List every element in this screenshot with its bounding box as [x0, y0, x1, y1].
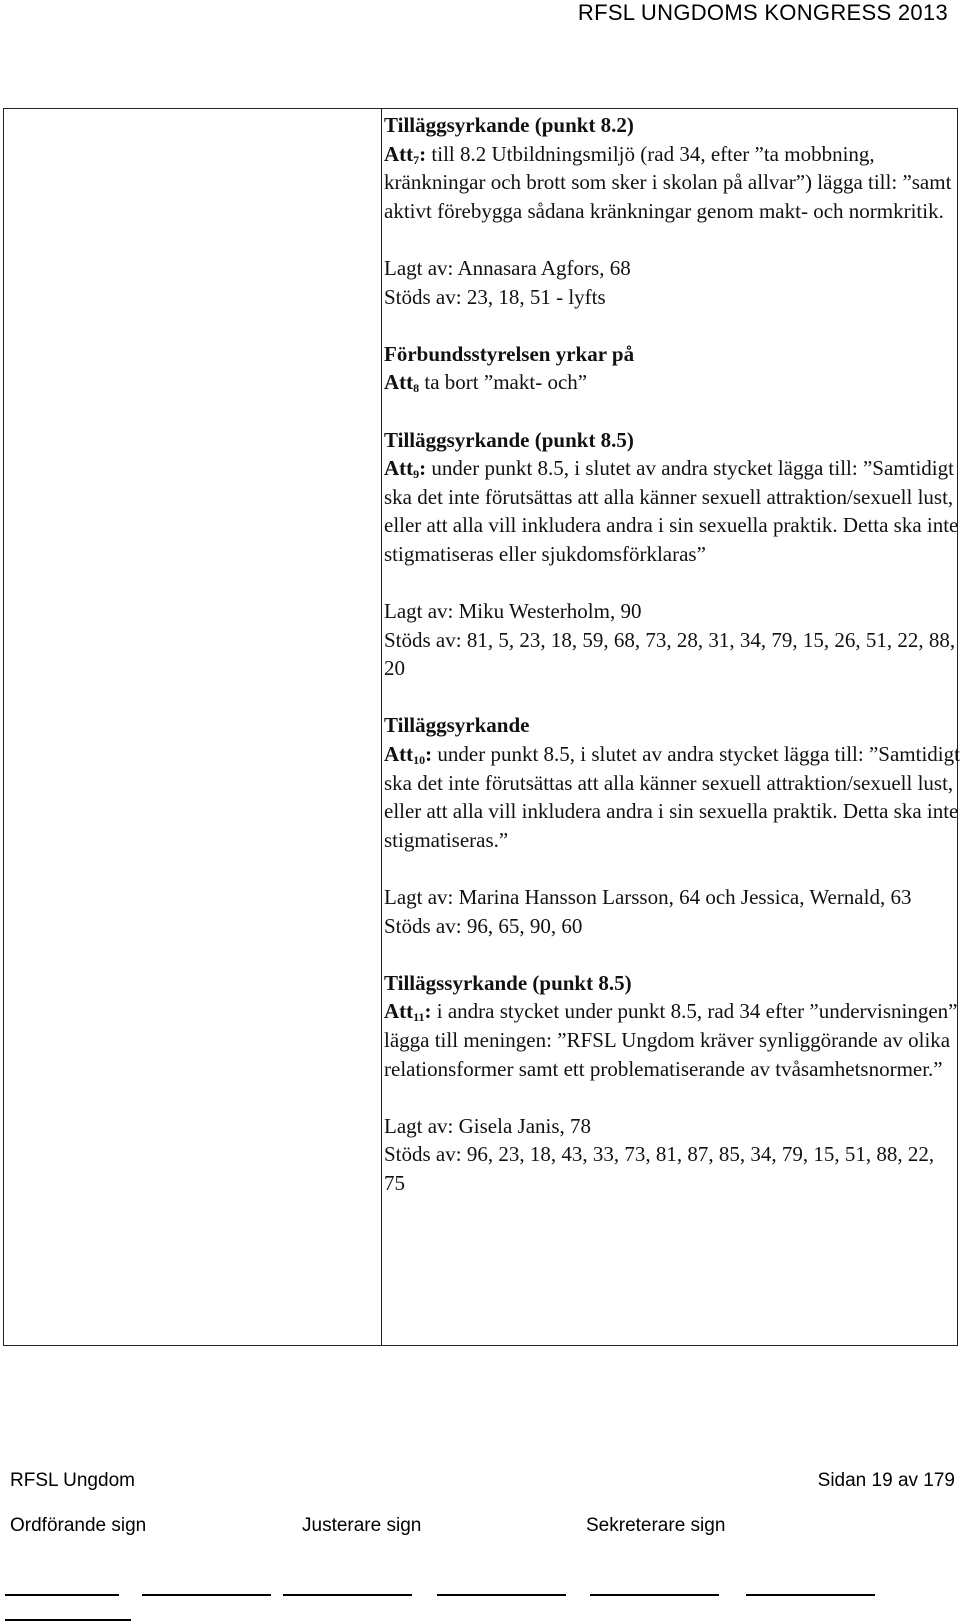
amendment-entry — [384, 969, 960, 1198]
amendment-heading: Tilläggsyrkande (punkt 8.2) — [384, 113, 634, 137]
signature-line — [437, 1594, 566, 1596]
amendment-entry — [384, 111, 960, 340]
amendment-entry — [384, 426, 960, 712]
footer-row — [10, 1470, 955, 1494]
page-number: Sidan 19 av 179 — [817, 1470, 955, 1491]
signature-line — [283, 1594, 412, 1596]
signature-line — [142, 1594, 271, 1596]
supported-by: Stöds av: 23, 18, 51 - lyfts — [384, 284, 606, 309]
amendment-heading: Tilläggsyrkande — [384, 713, 530, 738]
supported-by: Stöds av: 96, 65, 90, 60 — [384, 913, 583, 938]
secretary-sign-label: Sekreterare sign — [586, 1515, 726, 1536]
laid-by: Lagt av: Miku Westerholm, 90 — [384, 599, 642, 624]
laid-by: Lagt av: Marina Hansson Larsson, 64 och Jessica, Wernald, 63 — [384, 885, 912, 910]
amendment-text: Att$_{10}$: under punkt 8.5, i slutet av andra stycket lägga till: ”Samtidigt ska det inte förutsättas att alla känner sexuell attraktion/sexuell lust, eller att alla vill inkludera andra i sin sexuella praktik. Detta ska inte stigmatiseras.” — [384, 742, 960, 852]
amendment-text: Att$_8$ ta bort ”makt- och” — [384, 370, 588, 396]
signature-line — [5, 1619, 131, 1621]
footer-org: RFSL Ungdom — [10, 1470, 135, 1491]
supported-by: Stöds av: 96, 23, 18, 43, 33, 73, 81, 87, 85, 34, 79, 15, 51, 88, 22, 75 — [384, 1142, 935, 1195]
motion-content — [384, 111, 960, 1198]
amendment-text: Att$_{11}$: i andra stycket under punkt 8.5, rad 34 efter ”undervisningen” lägga till meningen: ”RFSL Ungdom kräver synliggörande av olika relationsformer samt ett problematiserande av tvåsamhetsnormer.” — [384, 999, 958, 1081]
signature-row — [10, 1515, 955, 1539]
signature-line — [590, 1594, 719, 1596]
amendment-text: Att$_9$: under punkt 8.5, i slutet av andra stycket lägga till: ”Samtidigt ska det inte förutsättas att alla känner sexuell attraktion/sexuell lust, eller att alla vill inkludera andra i sin sexuella praktik. Detta ska inte stigmatiseras eller sjukdomsförklaras” — [384, 456, 959, 566]
adjuster-sign-label: Justerare sign — [302, 1515, 422, 1536]
signature-line — [746, 1594, 875, 1596]
supported-by: Stöds av: 81, 5, 23, 18, 59, 68, 73, 28, 31, 34, 79, 15, 26, 51, 22, 88, 20 — [384, 627, 956, 681]
amendment-entry — [384, 711, 960, 968]
motion-table — [3, 108, 958, 1346]
laid-by: Lagt av: Annasara Agfors, 68 — [384, 255, 631, 280]
signature-line — [5, 1594, 119, 1596]
chair-sign-label: Ordförande sign — [10, 1515, 147, 1536]
page-header: RFSL UNGDOMS KONGRESS 2013 — [577, 0, 948, 25]
amendment-text: Att$_7$: till 8.2 Utbildningsmiljö (rad 34, efter ”ta mobbning, kränkningar och brott som sker i skolan på allvar”) lägga till: ”samt aktivt förebygga sådana kränkningar genom makt- och normkritik. — [384, 141, 952, 223]
amendment-heading: Tilläggsyrkande (punkt 8.5) — [384, 427, 634, 452]
amendment-entry — [384, 340, 960, 426]
amendment-heading: Tillägssyrkande (punkt 8.5) — [384, 970, 632, 995]
motion-cell — [382, 109, 960, 1345]
laid-by: Lagt av: Gisela Janis, 78 — [384, 1113, 592, 1138]
amendment-heading: Förbundsstyrelsen yrkar på — [384, 341, 635, 366]
